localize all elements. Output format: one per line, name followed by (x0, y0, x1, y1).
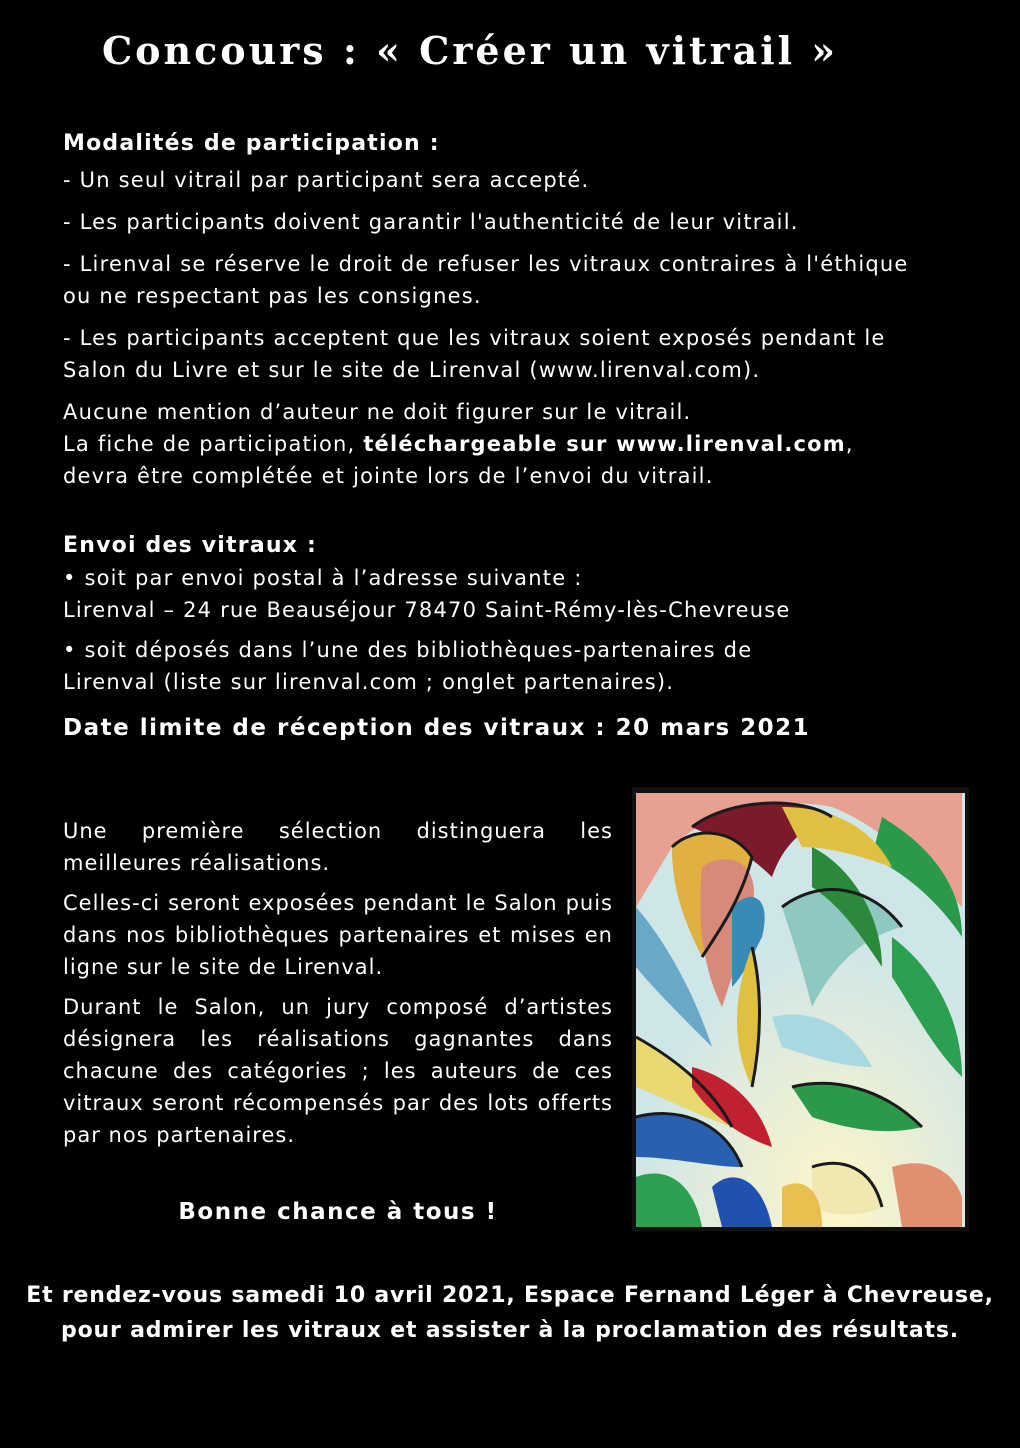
selection-p1: Une première sélection distinguera les meilleures réalisations. (63, 819, 613, 875)
shipping-section (63, 530, 943, 698)
shipping-heading: Envoi des vitraux : (63, 533, 317, 558)
participation-heading: Modalités de participation : (63, 131, 440, 156)
rule-2: - Les participants doivent garantir l'authenticité de leur vitrail. (63, 210, 799, 234)
deadline: Date limite de réception des vitraux : 20 mars 2021 (63, 715, 811, 741)
page-title: Concours : « Créer un vitrail » (101, 28, 839, 73)
footer-line-1: Et rendez-vous samedi 10 avril 2021, Espace Fernand Léger à Chevreuse, (26, 1283, 994, 1308)
selection-section (63, 815, 613, 1159)
stained-glass-image (632, 787, 969, 1231)
form-note (63, 428, 943, 460)
shipping-option-postal: • soit par envoi postal à l’adresse suivante : (63, 566, 583, 590)
rule-3: - Lirenval se réserve le droit de refuser les vitraux contraires à l'éthique ou ne respectant pas les consignes. (63, 252, 909, 308)
selection-p3: Durant le Salon, un jury composé d’artistes désignera les réalisations gagnantes dans chacune des catégories ; les auteurs de ces vitraux seront récompensés par des lots offerts par nos partenaires. (63, 995, 613, 1147)
rule-4: - Les participants acceptent que les vitraux soient exposés pendant le Salon du Livre et sur le site de Lirenval (www.lirenval.com). (63, 326, 886, 382)
selection-p2: Celles-ci seront exposées pendant le Salon puis dans nos bibliothèques partenaires et mises en ligne sur le site de Lirenval. (63, 891, 613, 979)
footer (0, 1278, 1020, 1348)
form-note-end: devra être complétée et jointe lors de l’envoi du vitrail. (63, 464, 714, 488)
shipping-option-library: • soit déposés dans l’une des bibliothèques-partenaires de Lirenval (liste sur lirenval.com ; onglet partenaires). (63, 638, 753, 694)
footer-line-2: pour admirer les vitraux et assister à la proclamation des résultats. (61, 1318, 959, 1343)
author-note: Aucune mention d’auteur ne doit figurer sur le vitrail. (63, 400, 692, 424)
form-note-text: La fiche de participation, (63, 432, 364, 456)
participation-section (63, 128, 943, 492)
download-link[interactable]: téléchargeable sur www.lirenval.com (363, 432, 846, 456)
form-note-comma: , (845, 432, 854, 456)
shipping-address: Lirenval – 24 rue Beauséjour 78470 Saint-Rémy-lès-Chevreuse (63, 598, 791, 622)
rule-1: - Un seul vitrail par participant sera accepté. (63, 168, 590, 192)
good-luck: Bonne chance à tous ! (178, 1199, 498, 1225)
